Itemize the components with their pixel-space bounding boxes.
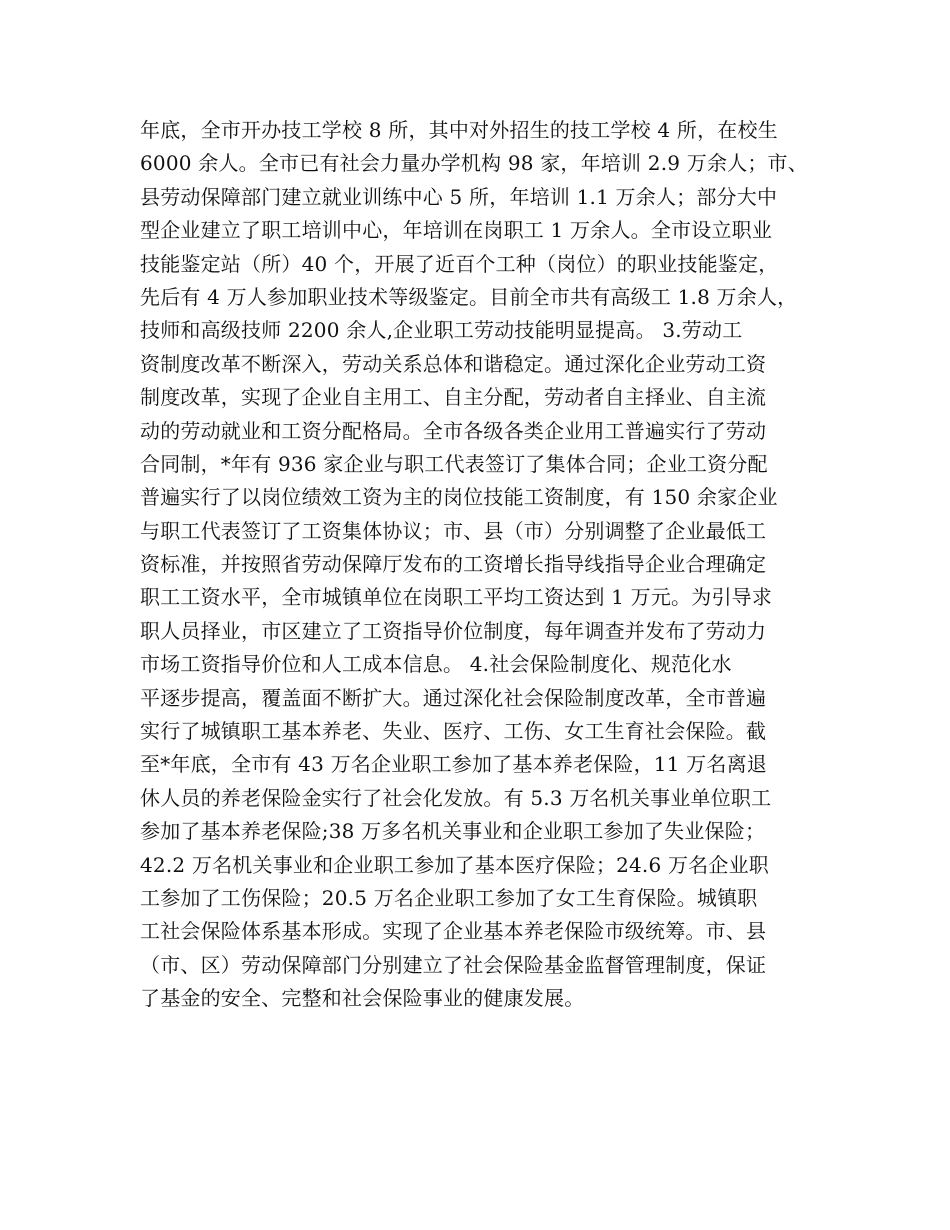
text-line: 技能鉴定站（所）40 个，开展了近百个工种（岗位）的职业技能鉴定， xyxy=(140,251,779,276)
text-line: 职人员择业，市区建立了工资指导价位制度，每年调查并发布了劳动力 xyxy=(140,618,767,643)
text-line: 工社会保险体系基本形成。实现了企业基本养老保险市级统筹。市、县 xyxy=(140,919,767,944)
text-line: （市、区）劳动保障部门分别建立了社会保险基金监督管理制度，保证 xyxy=(140,952,767,977)
text-line: 了基金的安全、完整和社会保险事业的健康发展。 xyxy=(140,986,585,1011)
text-line: 与职工代表签订了工资集体协议；市、县（市）分别调整了企业最低工 xyxy=(140,518,767,543)
text-line: 县劳动保障部门建立就业训练中心 5 所，年培训 1.1 万余人；部分大中 xyxy=(140,184,778,209)
text-line: 动的劳动就业和工资分配格局。全市各级各类企业用工普遍实行了劳动 xyxy=(140,418,767,443)
text-line: 合同制，*年有 936 家企业与职工代表签订了集体合同；企业工资分配 xyxy=(140,451,768,476)
text-line: 先后有 4 万人参加职业技术等级鉴定。目前全市共有高级工 1.8 万余人， xyxy=(140,284,798,309)
text-line: 技师和高级技师 2200 余人,企业职工劳动技能明显提高。 3.劳动工 xyxy=(140,318,743,343)
text-line: 实行了城镇职工基本养老、失业、医疗、工伤、女工生育社会保险。截 xyxy=(140,719,767,744)
text-line: 职工工资水平，全市城镇单位在岗职工平均工资达到 1 万元。为引导求 xyxy=(140,585,773,610)
text-line: 至*年底，全市有 43 万名企业职工参加了基本养老保险，11 万名离退 xyxy=(140,752,767,777)
text-line: 资制度改革不断深入，劳动关系总体和谐稳定。通过深化企业劳动工资 xyxy=(140,351,767,376)
text-line: 42.2 万名机关事业和企业职工参加了基本医疗保险；24.6 万名企业职 xyxy=(140,852,769,877)
text-line: 平逐步提高，覆盖面不断扩大。通过深化社会保险制度改革，全市普遍 xyxy=(140,685,767,710)
text-line: 普遍实行了以岗位绩效工资为主的岗位技能工资制度，有 150 余家企业 xyxy=(140,485,778,510)
text-line: 参加了基本养老保险;38 万多名机关事业和企业职工参加了失业保险； xyxy=(140,819,766,844)
text-line: 年底，全市开办技工学校 8 所，其中对外招生的技工学校 4 所，在校生 xyxy=(140,118,778,142)
text-line: 制度改革，实现了企业自主用工、自主分配，劳动者自主择业、自主流 xyxy=(140,385,767,410)
text-line: 6000 余人。全市已有社会力量办学机构 98 家，年培训 2.9 万余人；市、 xyxy=(140,151,808,176)
text-line: 休人员的养老保险金实行了社会化发放。有 5.3 万名机关事业单位职工 xyxy=(140,785,772,810)
text-line: 市场工资指导价位和人工成本信息。 4.社会保险制度化、规范化水 xyxy=(140,652,732,677)
text-line: 工参加了工伤保险；20.5 万名企业职工参加了女工生育保险。城镇职 xyxy=(140,885,758,910)
text-line: 型企业建立了职工培训中心，年培训在岗职工 1 万余人。全市设立职业 xyxy=(140,218,773,243)
text-line: 资标准，并按照省劳动保障厅发布的工资增长指导线指导企业合理确定 xyxy=(140,552,767,577)
body-text xyxy=(140,114,830,1016)
